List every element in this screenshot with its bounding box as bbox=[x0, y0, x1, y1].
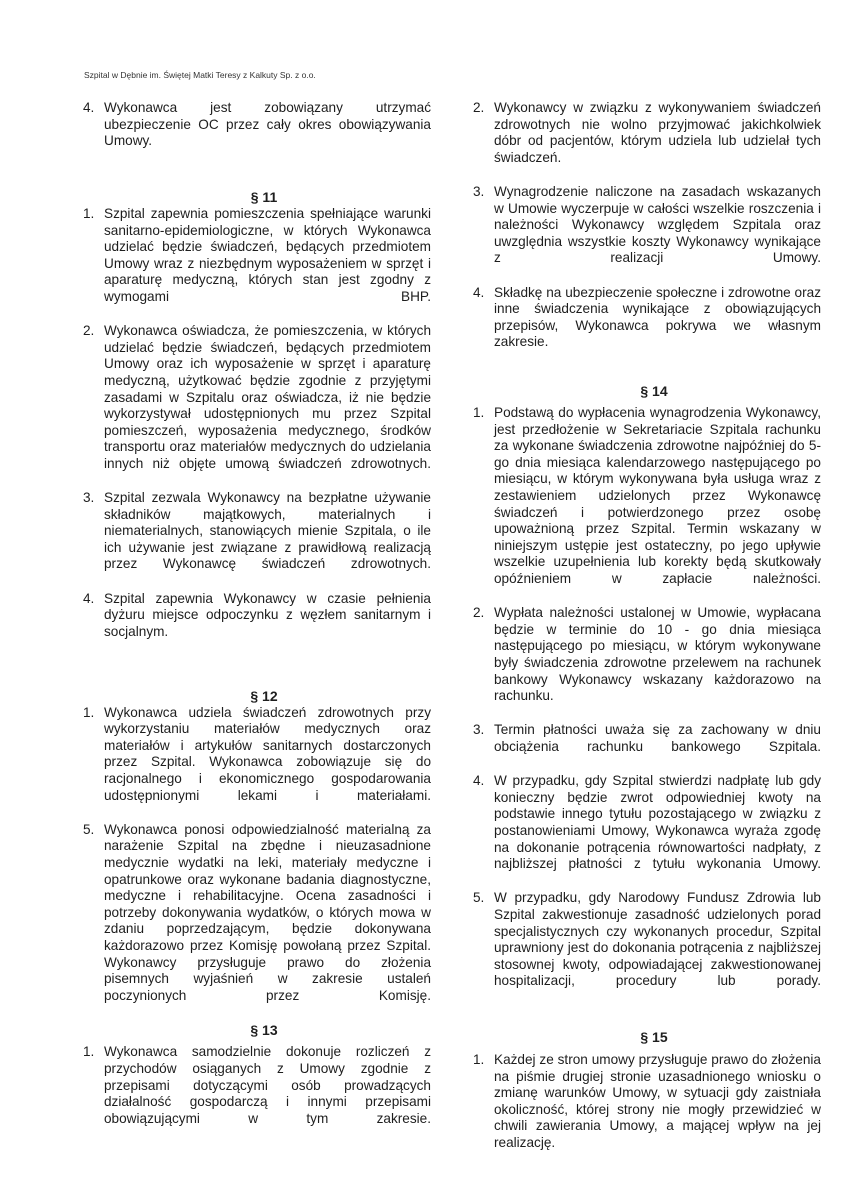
item-text: Wykonawca ponosi odpowiedzialność materialną za narażenie Szpital na zbędne i nieuzasadnione medycznie wydatki na leki, materiały medyczne i opatrunkowe oraz wykonane badania diagnostyczne, medyczne i rehabilitacyjne. Ocena zasadności i potrzeby dokonywania wydatków, o których mowa w zdaniu poprzedzającym, będzie dokonywana każdorazowo przez Komisję powołaną przez Szpital. Wykonawcy przysługuje prawo do złożenia pisemnych wyjaśnień w zakresie ustaleń poczynionych przez Komisję. bbox=[104, 821, 431, 1003]
paragraph-item bbox=[83, 323, 431, 489]
item-text: Szpital zapewnia pomieszczenia spełniające warunki sanitarno-epidemiologiczne, w których Wykonawca udzielać będzie świadczeń, będących przedmiotem Umowy wraz z niezbędnym wyposażeniem w sprzęt i aparaturę medyczną, których stan jest zgodny z wymogami BHP. bbox=[104, 205, 431, 304]
item-number: 1. bbox=[83, 205, 95, 221]
paragraph-item bbox=[473, 184, 821, 284]
item-number: 2. bbox=[473, 100, 485, 115]
item-text: Wykonawca udziela świadczeń zdrowotnych przy wykorzystaniu materiałów medycznych oraz materiałów i artykułów sanitarnych dostarczonych przez Szpital. Wykonawca zobowiązuje się do racjonalnego i ekonomicznego gospodarowania udostępnionymi lekami i materiałami. bbox=[104, 704, 431, 803]
section-heading-11: § 11 bbox=[250, 189, 278, 206]
item-text: Wykonawca jest zobowiązany utrzymać ubezpieczenie OC przez cały okres obowiązywania Umowy. bbox=[104, 100, 431, 149]
item-text: W przypadku, gdy Szpital stwierdzi nadpłatę lub gdy konieczny będzie zwrot odpowiedniej kwoty na podstawie innego tytułu pozostającego w związku z postanowieniami Umowy, Wykonawca wyraża zgodę na dokonanie potrącenia równowartości nadpłaty, z najbliższej płatności z tytułu wykonania Umowy. bbox=[494, 773, 821, 872]
item-text: Składkę na ubezpieczenie społeczne i zdrowotne oraz inne świadczenia wynikające z obowiązujących przepisów, Wykonawca pokrywa we własnym zakresie. bbox=[494, 284, 821, 350]
left-column bbox=[83, 100, 431, 1145]
item-number: 3. bbox=[473, 722, 485, 738]
paragraph-item bbox=[473, 890, 821, 1006]
item-text: Wykonawca samodzielnie dokonuje rozliczeń z przychodów osiąganych z Umowy zgodnie z przepisami dotyczącymi osób prowadzących działalność gospodarczą i innymi przepisami obowiązującymi w tym zakresie. bbox=[104, 1044, 431, 1126]
item-number: 3. bbox=[83, 490, 95, 506]
item-text: Szpital zapewnia Wykonawcy w czasie pełnienia dyżuru miejsce odpoczynku z węzłem sanitarnym i socjalnym. bbox=[104, 590, 431, 639]
item-text: Szpital zezwala Wykonawcy na bezpłatne używanie składników majątkowych, materialnych i niematerialnych, stanowiących mienie Szpitala, o ile ich używanie jest związane z prawidłową realizacją przez Wykonawcę świadczeń zdrowotnych. bbox=[104, 490, 431, 572]
item-number: 4. bbox=[83, 100, 95, 115]
paragraph-item bbox=[83, 206, 431, 322]
item-text: Wykonawca oświadcza, że pomieszczenia, w których udzielać będzie świadczeń, będących przedmiotem Umowy oraz ich wyposażenie w sprzęt i aparaturę medyczną, użytkować będzie zgodnie z przyjętymi zasadami w Szpitalu oraz oświadcza, iż nie będzie wykorzystywał udostępnionych mu przez Szpital pomieszczeń, wyposażenia medycznego, środków transportu oraz materiałów medycznych do udzielania innych niż objęte umową świadczeń zdrowotnych. bbox=[104, 323, 431, 471]
paragraph-item bbox=[473, 773, 821, 889]
section-heading-15: § 15 bbox=[640, 1029, 668, 1046]
item-number: 5. bbox=[473, 890, 485, 906]
item-number: 2. bbox=[83, 323, 95, 339]
item-number: 1. bbox=[473, 405, 485, 421]
item-number: 1. bbox=[83, 1044, 95, 1060]
item-number: 4. bbox=[473, 284, 485, 300]
paragraph-item bbox=[83, 591, 431, 657]
item-text: Każdej ze stron umowy przysługuje prawo do złożenia na piśmie drugiej stronie uzasadnionego wniosku o zmianę warunków Umowy, w sytuacji gdy zaistniała okoliczność, której strony nie mogły przewidzieć w chwili zawierania Umowy, a mającej wpływ na jej realizację. bbox=[494, 1052, 821, 1151]
paragraph-item bbox=[83, 100, 431, 166]
section-heading-12: § 12 bbox=[250, 688, 278, 704]
paragraph-item bbox=[473, 1052, 821, 1168]
item-number: 1. bbox=[473, 1052, 485, 1068]
item-text: Podstawą do wypłacenia wynagrodzenia Wykonawcy, jest przedłożenie w Sekretariacie Szpitala rachunku za wykonane świadczenia zdrowotne najpóźniej do 5-go dnia miesiąca kalendarzowego następującego po miesiącu, w którym wykonywana była usługa wraz z zestawieniem udzielonych przez Wykonawcę świadczeń i potwierdzonego przez osobę upoważnioną przez Szpital. Termin wskazany w niniejszym ustępie jest ostateczny, po jego upływie wszelkie uzupełnienia lub korekty będą skutkowały opóźnieniem w zapłacie należności. bbox=[494, 405, 821, 587]
paragraph-item bbox=[473, 722, 821, 772]
paragraph-item bbox=[473, 285, 821, 368]
paragraph-item bbox=[473, 605, 821, 721]
right-column bbox=[473, 100, 821, 1169]
item-text: Wypłata należności ustalonej w Umowie, wypłacana będzie w terminie do 10 - go dnia miesiąca następującego po miesiącu, w którym wykonywane były świadczenia zdrowotne przelewem na rachunek bankowy Wykonawcy wskazany każdorazowo na rachunku. bbox=[494, 605, 821, 704]
section-heading-13: § 13 bbox=[250, 1021, 278, 1038]
item-text: W przypadku, gdy Narodowy Fundusz Zdrowia lub Szpital zakwestionuje zasadność udzielonych porad specjalistycznych czy wykonanych procedur, Szpital uprawniony jest do dokonania potrącenia z najbliższej stosownej kwoty, odpowiadającej zakwestionowanej hospitalizacji, procedury lub porady. bbox=[494, 890, 821, 989]
section-heading-14: § 14 bbox=[640, 382, 668, 399]
paragraph-item bbox=[473, 100, 821, 183]
paragraph-item bbox=[83, 490, 431, 590]
item-number: 5. bbox=[83, 821, 95, 837]
item-number: 3. bbox=[473, 183, 485, 199]
paragraph-item bbox=[83, 822, 431, 1021]
paragraph-item bbox=[473, 405, 821, 604]
item-text: Termin płatności uważa się za zachowany w dniu obciążenia rachunku bankowego Szpitala. bbox=[494, 722, 821, 754]
item-number: 1. bbox=[83, 704, 95, 720]
item-text: Wynagrodzenie naliczone na zasadach wskazanych w Umowie wyczerpuje w całości wszelkie roszczenia i należności Wykonawcy względem Szpitala oraz uwzględnia wszystkie koszty Wykonawcy wynikające z realizacji Umowy. bbox=[494, 183, 821, 266]
paragraph-item bbox=[83, 705, 431, 821]
item-number: 2. bbox=[473, 605, 485, 621]
paragraph-item bbox=[83, 1044, 431, 1144]
item-number: 4. bbox=[473, 773, 485, 789]
document-header: Szpital w Dębnie im. Świętej Matki Teresy z Kalkuty Sp. z o.o. bbox=[84, 70, 316, 80]
item-text: Wykonawcy w związku z wykonywaniem świadczeń zdrowotnych nie wolno przyjmować jakichkolwiek dóbr od pacjentów, którym udziela lub udzielał tych świadczeń. bbox=[494, 100, 821, 165]
item-number: 4. bbox=[83, 590, 95, 606]
